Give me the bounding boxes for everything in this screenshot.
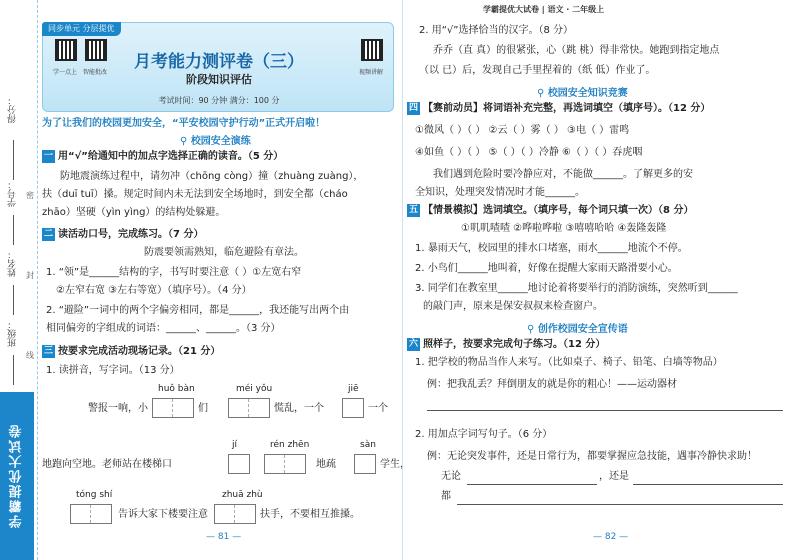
pinyin-renzhen: rén zhēn [270,440,310,450]
q6-example-2: 例：无论突发事件，还是日常行为，都要掌握应急技能，遇事冷静快求助！ [427,451,757,462]
name-line [13,285,14,315]
q6-sub-1: 1. 把学校的物品当作人来写。（比如桌子、椅子、铅笔、白墙等物品） [415,357,723,368]
section-heading-1: ⚲ 校园安全演练 [180,136,251,147]
q3-text-2a: 地跑向空地。老师站在楼梯口 [42,459,172,470]
score-label: 得分： [8,96,18,123]
writing-grid-meiyou[interactable] [228,398,270,418]
pinyin-jie: jiē [348,384,359,394]
q5-line-1: 1. 暴雨天气，校园里的排水口堵塞，雨水______地流个不停。 [415,243,688,254]
q4-row-2: ④如鱼（ ）（ ） ⑤（ ）（ ）冷静 ⑥（ ）（ ）吞虎咽 [415,147,643,158]
writing-grid-renzhen[interactable] [264,454,306,474]
question-6-title: 六 照样子，按要求完成句子练习。（12 分） [408,339,606,350]
q6-template-haishi: ，还是 [599,471,629,482]
cut-mark-line: 线 [26,351,34,360]
series-tag: 同步单元 分层提优 [42,22,121,36]
q6-example-1: 例：把我乱丢？拜倒朋友的就是你的粗心！——运动器材 [427,379,677,390]
answer-line[interactable] [633,484,783,485]
exam-info: 考试时间：90 分钟 满分：100 分 [158,96,280,105]
question-badge: 四 [408,103,418,113]
intro-text: 为了让我们的校园更加安全，“平安校园守护行动”正式开启啦！ [42,118,326,129]
pinyin-meiyou: méi yǒu [236,384,273,394]
pinyin-zhuazhu: zhuā zhù [222,490,263,500]
q5-line-3: 3. 同学们在教室里______地讨论着将要举行的消防演练，突然听到______ [415,283,738,294]
question-badge: 五 [408,205,418,215]
q2-line-1: 1. “领”是______结构的字，书写时要注意（ ）①左宽右窄 [46,267,302,278]
q2b-line-2: （以 已）后，发现自己手里捏着的（纸 低）作业了。 [419,65,656,76]
exam-subtitle: 阶段知识评估 [186,73,252,86]
writing-grid-huoban[interactable] [152,398,194,418]
q1-line-2: 扶（duī tuī）搡。规定时间内未无法到安全场地时，到安全都（cháo [42,189,348,200]
q3-text-2b: 地疏 [316,459,336,470]
class-line [13,355,14,385]
q6-sub-2: 2. 用加点字词写句子。（6 分） [415,429,553,440]
q4-fill-1: 我们遇到危险时要冷静应对，不能做______。了解更多的安 [433,169,693,180]
q2b-title: 2. 用“√”选择恰当的汉字。（8 分） [419,25,573,36]
pinyin-huoban: huǒ bàn [158,384,195,394]
q3-text-1c: 慌乱，一个 [274,403,324,414]
pinyin-tongshi: tóng shí [76,490,113,500]
student-id-line [13,215,14,245]
q2b-line-1: 乔乔（直 真）的很紧张，心（跳 桃）得非常快。她跑到指定地点 [433,45,720,56]
question-1-title: 一 用“√”给通知中的加点字选择正确的读音。（5 分） [43,151,284,162]
q2-line-4: 相同偏旁的字组成的词语：______、______。（3 分） [46,323,281,334]
writing-grid-jie[interactable] [342,398,364,418]
q1-line-3: zhāo）坚硬（yìn yìng）的结构处躲避。 [42,207,226,218]
question-2-title: 二 读活动口号，完成练习。（7 分） [43,229,204,240]
page-left [38,0,410,560]
writing-grid-san[interactable] [354,454,376,474]
question-badge: 六 [408,339,418,349]
answer-line[interactable] [427,410,783,411]
score-line [13,140,14,180]
student-id-label: 学号： [8,180,18,207]
name-label: 姓名： [8,250,18,277]
q6-template-wulun: 无论 [441,471,461,482]
pinyin-san: sàn [360,440,376,450]
cut-mark-seal: 密 [26,191,34,200]
q3-text-3a: 告诉大家下楼要注意 [118,509,208,520]
q3-text-3b: 扶手，不要相互推搡。 [260,509,360,520]
binding-margin [0,0,38,560]
series-ribbon: 学霸提优大试卷 [0,392,34,560]
pinyin-ji: jí [232,440,238,450]
q5-line-2: 2. 小鸟们______地叫着，好像在提醒大家雨天路滑要小心。 [415,263,678,274]
cut-mark-envelope: 封 [26,271,34,280]
q5-options: ①叽叽喳喳 ②哗啦哗啦 ③嘻嘻哈哈 ④轰隆轰隆 [461,223,667,234]
section-heading-2: ⚲ 校园安全知识竞赛 [537,88,628,99]
answer-line[interactable] [457,504,783,505]
q3-text-2c: 学生， [380,459,410,470]
q3-subquestion: 1. 读拼音，写字词。（13 分） [46,365,180,376]
question-3-title: 三 按要求完成活动现场记录。（21 分） [43,346,221,357]
qr-label: 学一点上 [53,69,78,76]
question-badge: 二 [43,229,53,239]
qr-label: 视频讲解 [359,69,384,76]
q3-text-1d: 一个 [368,403,388,414]
answer-line[interactable] [467,484,597,485]
series-header: 学霸提优大试卷 | 语文 · 二年级上 [483,5,605,14]
page-number-right: — 82 — [593,532,629,542]
q2-line-2: ②左窄右宽 ③左右等宽）（填序号）。（4 分） [56,285,252,296]
writing-grid-tongshi[interactable] [70,504,112,524]
qr-label: 智能批改 [83,69,108,76]
writing-grid-ji[interactable] [228,454,250,474]
exam-title: 月考能力测评卷（三） [134,52,304,72]
question-5-title: 五 【情景模拟】选词填空。（填序号，每个词只填一次）（8 分） [408,205,694,216]
page-number-left: — 81 — [206,532,242,542]
writing-grid-zhuazhu[interactable] [214,504,256,524]
q3-text-1b: 们 [198,403,208,414]
class-label: 班级： [8,320,18,347]
q6-template-dou: 都 [441,491,451,502]
q4-fill-2: 全知识，处理突发情况时才能______。 [415,187,585,198]
q4-row-1: ①微风（ ）（ ） ②云（ ）雾（ ） ③电（ ）雷鸣 [415,125,630,136]
q1-line-1: 防地震演练过程中，请勿冲（chōng còng）撞（zhuàng zuàng）， [60,171,364,182]
page-right [402,0,800,560]
q5-line-4: 的敲门声，原来是保安叔叔来检查窗户。 [423,301,603,312]
question-4-title: 四 【赛前动员】将词语补充完整，再选词填空（填序号）。（12 分） [408,103,711,114]
q3-text-1a: 警报一响，小 [88,403,148,414]
section-heading-3: ⚲ 创作校园安全宣传语 [527,324,628,335]
q2-slogan: 防震要领需熟知，临危避险有章法。 [144,247,304,258]
question-badge: 一 [43,151,53,161]
question-badge: 三 [43,346,53,356]
q2-line-3: 2. “避险”一词中的两个字偏旁相同，都是______，我还能写出两个由 [46,305,350,316]
